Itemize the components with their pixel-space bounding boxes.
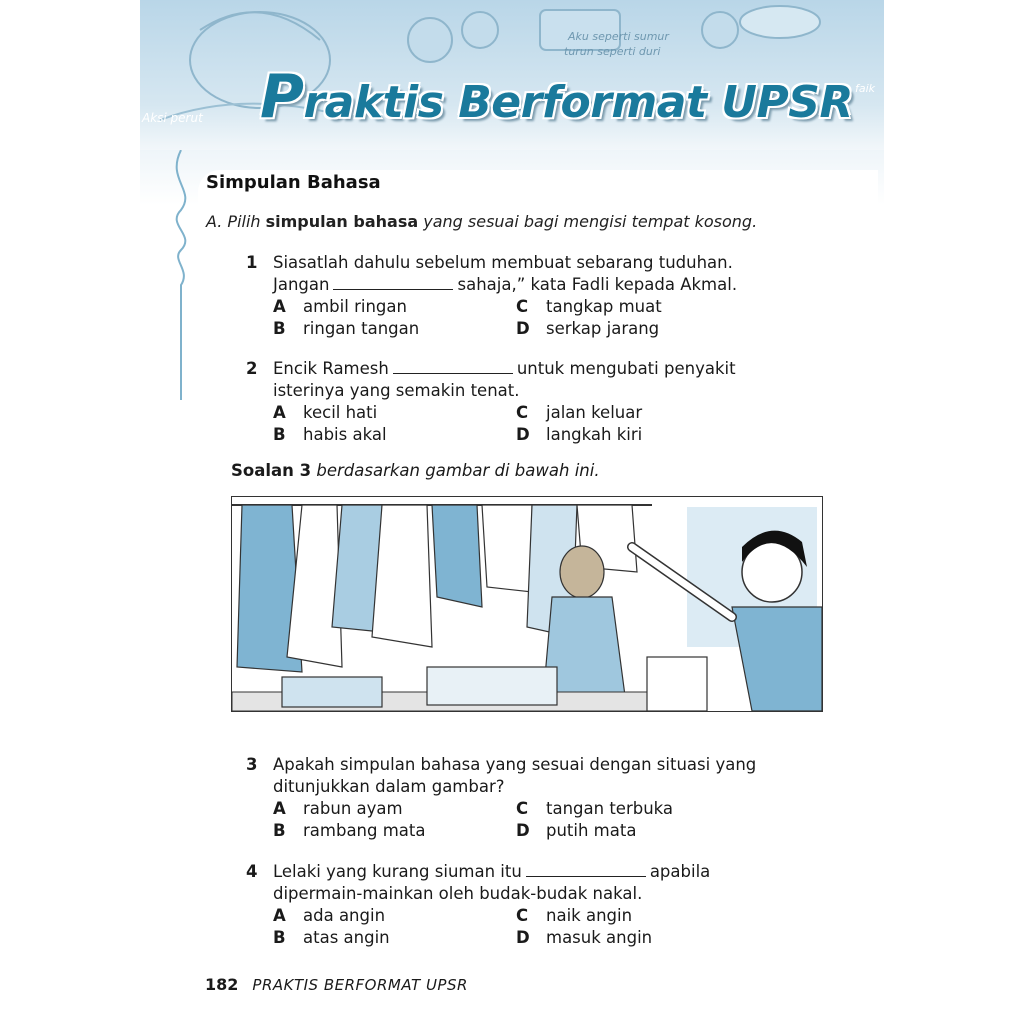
question-text: [273, 861, 833, 905]
option-letter: C: [516, 297, 529, 316]
question-line: [273, 358, 833, 380]
picture-instruction-bold: Soalan 3: [231, 461, 312, 480]
option-text: langkah kiri: [546, 425, 643, 444]
option-a: [273, 402, 513, 424]
page-footer: [205, 975, 468, 994]
question-number: 4: [246, 862, 258, 881]
picture-instruction: [231, 461, 600, 480]
option-letter: D: [516, 319, 530, 338]
banner-fragment-3: Aksi perut: [142, 111, 203, 125]
banner-fragment-2: turun seperti duri: [564, 45, 661, 58]
option-letter: B: [273, 319, 286, 338]
question-line-part: Lelaki yang kurang siuman itu: [273, 862, 522, 881]
question-line-part: Jangan: [273, 275, 330, 294]
option-text: putih mata: [546, 821, 637, 840]
question-number: 1: [246, 253, 258, 272]
option-d: [516, 927, 756, 949]
question-text: [273, 754, 833, 798]
question-line-part: sahaja,” kata Fadli kepada Akmal.: [457, 275, 738, 294]
footer-text: PRAKTIS BERFORMAT UPSR: [252, 976, 468, 994]
option-text: jalan keluar: [546, 403, 643, 422]
option-text: naik angin: [546, 906, 633, 925]
option-d: [516, 820, 756, 842]
instruction-prefix: A. Pilih: [206, 212, 266, 231]
option-letter: B: [273, 928, 286, 947]
page-title: [260, 62, 853, 132]
option-letter: C: [516, 403, 529, 422]
option-text: habis akal: [303, 425, 387, 444]
option-c: [516, 798, 756, 820]
option-text: ringan tangan: [303, 319, 420, 338]
option-b: [273, 820, 513, 842]
option-text: tangkap muat: [546, 297, 662, 316]
question-line: Siasatlah dahulu sebelum membuat sebarang tuduhan.: [273, 253, 733, 272]
answer-blank: [526, 862, 646, 877]
question-text: [273, 252, 833, 296]
option-letter: B: [273, 821, 286, 840]
question-line: dipermain-mainkan oleh budak-budak nakal.: [273, 884, 643, 903]
option-text: masuk angin: [546, 928, 653, 947]
answer-blank: [393, 359, 513, 374]
question-number: 2: [246, 359, 258, 378]
option-text: kecil hati: [303, 403, 378, 422]
picture-instruction-italic: berdasarkan gambar di bawah ini.: [316, 461, 600, 480]
option-a: [273, 798, 513, 820]
question-line: isterinya yang semakin tenat.: [273, 381, 520, 400]
instruction-suffix: yang sesuai bagi mengisi tempat kosong.: [418, 212, 758, 231]
option-c: [516, 296, 756, 318]
question-line: ditunjukkan dalam gambar?: [273, 777, 505, 796]
option-text: atas angin: [303, 928, 390, 947]
option-text: serkap jarang: [546, 319, 660, 338]
swirl-decoration: [166, 150, 196, 400]
option-letter: C: [516, 799, 529, 818]
option-letter: A: [273, 297, 286, 316]
question-line: Apakah simpulan bahasa yang sesuai dengan situasi yang: [273, 755, 757, 774]
option-letter: D: [516, 821, 530, 840]
option-letter: C: [516, 906, 529, 925]
question-text: [273, 358, 833, 402]
option-a: [273, 905, 513, 927]
clothing-store-illustration: [231, 496, 823, 712]
title-rest: raktis Berformat UPSR: [303, 77, 853, 128]
answer-blank: [333, 275, 453, 290]
option-b: [273, 318, 513, 340]
section-title: Simpulan Bahasa: [206, 172, 381, 193]
banner-fragment-1: Aku seperti sumur: [568, 30, 669, 43]
option-b: [273, 424, 513, 446]
question-line-part: apabila: [649, 862, 711, 881]
banner-fragment-4: faik: [855, 82, 876, 95]
question-number: 3: [246, 755, 258, 774]
option-letter: D: [516, 928, 530, 947]
option-text: ambil ringan: [303, 297, 407, 316]
question-line: [273, 861, 833, 883]
option-letter: A: [273, 799, 286, 818]
option-c: [516, 905, 756, 927]
instruction: [206, 212, 757, 231]
question-line: [273, 274, 833, 296]
option-letter: A: [273, 403, 286, 422]
instruction-bold: simpulan bahasa: [265, 212, 419, 231]
question-line-part: untuk mengubati penyakit: [516, 359, 736, 378]
option-b: [273, 927, 513, 949]
option-text: tangan terbuka: [546, 799, 674, 818]
option-letter: D: [516, 425, 530, 444]
option-text: rambang mata: [303, 821, 426, 840]
question-line-part: Encik Ramesh: [273, 359, 389, 378]
illustration-drawing: [232, 497, 822, 711]
option-d: [516, 318, 756, 340]
option-text: ada angin: [303, 906, 386, 925]
option-d: [516, 424, 756, 446]
option-a: [273, 296, 513, 318]
title-initial: P: [260, 62, 304, 132]
option-letter: A: [273, 906, 286, 925]
option-text: rabun ayam: [303, 799, 403, 818]
page-number: 182: [205, 975, 239, 994]
option-c: [516, 402, 756, 424]
option-letter: B: [273, 425, 286, 444]
